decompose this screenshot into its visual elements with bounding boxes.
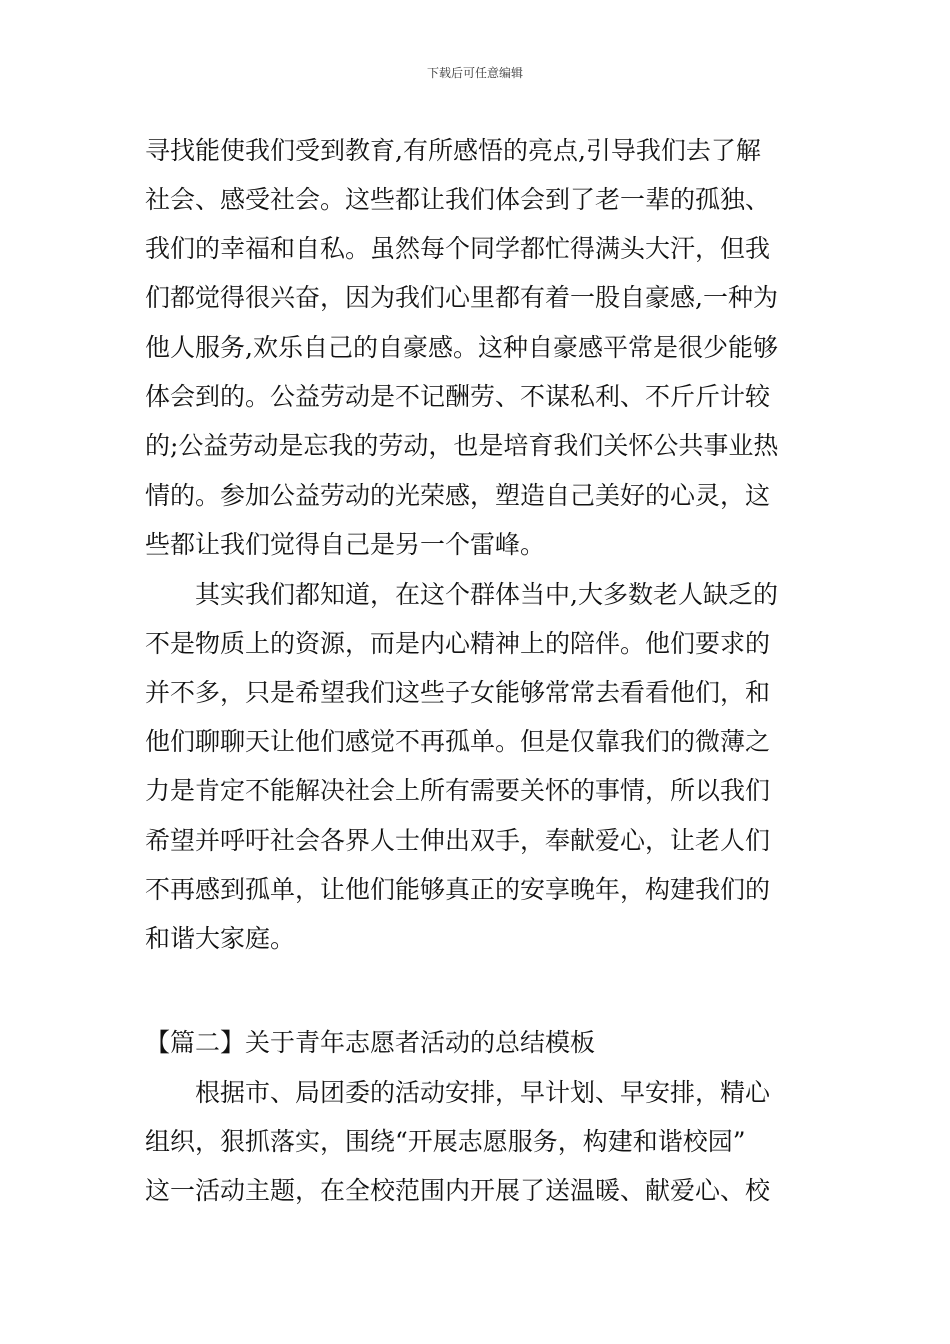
text-line: 这一活动主题，在全校范围内开展了送温暖、献爱心、校 <box>145 1176 771 1205</box>
text-line-indented: 根据市、局团委的活动安排，早计划、早安排，精心 <box>195 1078 771 1107</box>
text-line: 情的。参加公益劳动的光荣感，塑造自己美好的心灵，这 <box>145 481 771 510</box>
text-line: 些都让我们觉得自己是另一个雷峰。 <box>145 530 546 559</box>
text-line: 的;公益劳动是忘我的劳动，也是培育我们关怀公共事业热 <box>145 431 779 460</box>
section-heading: 【篇二】关于青年志愿者活动的总结模板 <box>145 1028 596 1057</box>
text-line: 社会、感受社会。这些都让我们体会到了老一辈的孤独、 <box>145 185 771 214</box>
text-line: 体会到的。公益劳动是不记酬劳、不谋私利、不斤斤计较 <box>145 382 771 411</box>
text-line-indented: 其实我们都知道，在这个群体当中,大多数老人缺乏的 <box>195 580 778 609</box>
text-line: 和谐大家庭。 <box>145 924 296 953</box>
text-line: 并不多，只是希望我们这些子女能够常常去看看他们，和 <box>145 678 771 707</box>
text-line: 不再感到孤单，让他们能够真正的安享晚年，构建我们的 <box>145 875 771 904</box>
text-line: 他们聊聊天让他们感觉不再孤单。但是仅靠我们的微薄之 <box>145 727 771 756</box>
text-line: 们都觉得很兴奋，因为我们心里都有着一股自豪感,一种为 <box>145 283 778 312</box>
page-header-note: 下载后可任意编辑 <box>426 66 523 80</box>
text-line: 我们的幸福和自私。虽然每个同学都忙得满头大汗，但我 <box>145 234 771 263</box>
text-line: 希望并呼吁社会各界人士伸出双手，奉献爱心，让老人们 <box>145 826 771 855</box>
text-line: 他人服务,欢乐自己的自豪感。这种自豪感平常是很少能够 <box>145 333 778 362</box>
text-line: 力是肯定不能解决社会上所有需要关怀的事情，所以我们 <box>145 776 771 805</box>
text-line: 组织，狠抓落实，围绕“开展志愿服务，构建和谐校园” <box>145 1127 746 1156</box>
text-line: 不是物质上的资源，而是内心精神上的陪伴。他们要求的 <box>145 629 771 658</box>
text-line: 寻找能使我们受到教育,有所感悟的亮点,引导我们去了解 <box>145 136 761 165</box>
